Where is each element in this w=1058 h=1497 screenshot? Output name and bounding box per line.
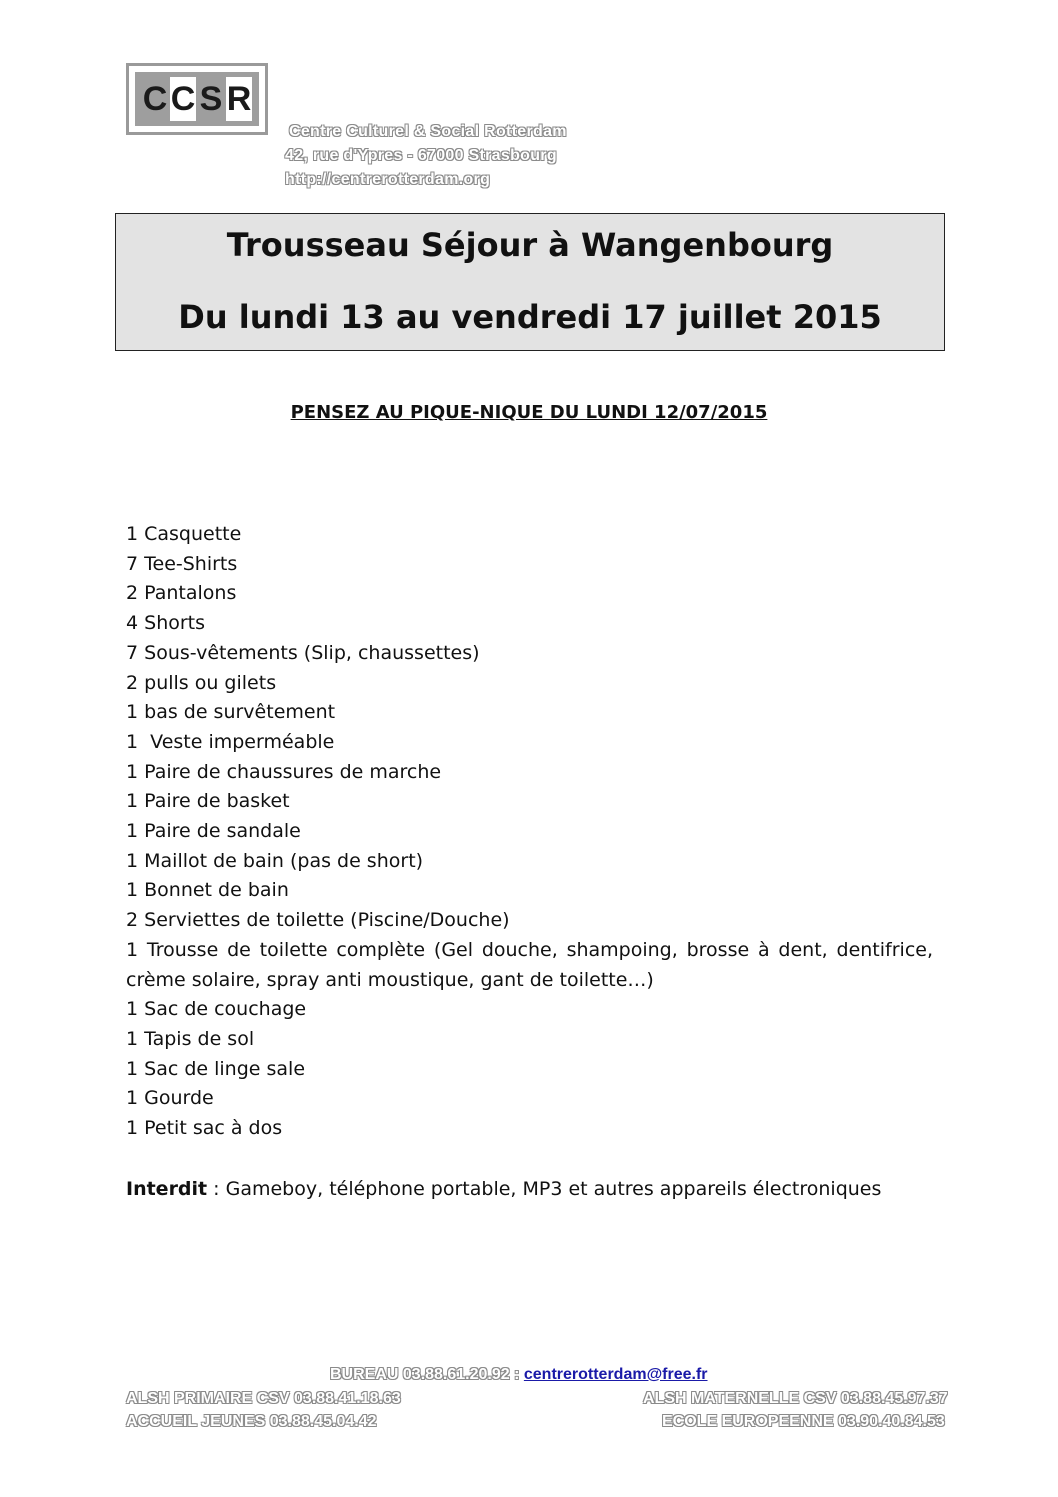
- footer-ecole-europeenne: ECOLE EUROPEENNE 03.90.40.84.53: [662, 1413, 945, 1430]
- logo-letter-c2: C: [170, 77, 196, 121]
- list-item: 1 Paire de chaussures de marche: [126, 760, 442, 783]
- list-item: 1 Casquette: [126, 523, 242, 545]
- packing-list: [126, 520, 933, 1144]
- list-item: 1 Paire de sandale: [126, 820, 301, 843]
- forbidden-text: : Gameboy, téléphone portable, MP3 et autres appareils électroniques: [207, 1178, 882, 1200]
- list-item: 1 Petit sac à dos: [126, 1117, 283, 1140]
- ccsr-logo: [126, 63, 268, 135]
- logo-letters: [135, 72, 259, 126]
- list-item: 1 Bonnet de bain: [126, 879, 289, 902]
- list-item: 1 Veste imperméable: [126, 730, 335, 753]
- list-item: 7 Sous-vêtements (Slip, chaussettes): [126, 641, 480, 664]
- website-url: http://centrerotterdam.org: [285, 171, 491, 188]
- list-item: 2 Serviettes de toilette (Piscine/Douche): [126, 909, 510, 932]
- list-item: 7 Tee-Shirts: [126, 552, 238, 575]
- logo-letter-r: R: [226, 77, 252, 121]
- footer-accueil-jeunes: ACCUEIL JEUNES 03.88.45.04.42: [126, 1413, 377, 1430]
- list-item: 1 Gourde: [126, 1087, 214, 1110]
- footer-alsh-maternelle: ALSH MATERNELLE CSV 03.88.45.97.37: [643, 1390, 948, 1407]
- list-item: 1 Tapis de sol: [126, 1027, 255, 1050]
- footer-alsh-primaire: ALSH PRIMAIRE CSV 03.88.41.18.63: [126, 1390, 401, 1407]
- forbidden-label: Interdit: [126, 1178, 208, 1200]
- list-item: 2 pulls ou gilets: [126, 671, 277, 694]
- list-item: 1 bas de survêtement: [126, 701, 336, 724]
- organization-address: [285, 120, 567, 192]
- title-box: [115, 213, 945, 351]
- document-title: Trousseau Séjour à Wangenbourg: [226, 226, 834, 264]
- forbidden-notice: [126, 1175, 881, 1203]
- list-item: 2 Pantalons: [126, 582, 237, 605]
- street-address: 42, rue d'Ypres - 67000 Strasbourg: [285, 147, 557, 164]
- list-item: 1 Paire de basket: [126, 790, 290, 813]
- logo-letter-s: S: [199, 80, 223, 118]
- list-item: 1 Sac de linge sale: [126, 1057, 306, 1080]
- picnic-notice: PENSEZ AU PIQUE-NIQUE DU LUNDI 12/07/2015: [290, 402, 768, 423]
- list-item: 4 Shorts: [126, 612, 206, 635]
- list-item: 1 Maillot de bain (pas de short): [126, 849, 424, 872]
- organization-name: Centre Culturel & Social Rotterdam: [289, 123, 567, 140]
- footer-office-line: [330, 1364, 708, 1386]
- office-phone: BUREAU 03.88.61.20.92 :: [330, 1366, 524, 1383]
- list-item: 1 Trousse de toilette complète (Gel douche, shampoing, brosse à dent, dentifrice, crème solaire, spray anti moustique, gant de toilette…): [126, 938, 933, 991]
- logo-letter-c1: C: [142, 80, 168, 118]
- email-link[interactable]: centrerotterdam@free.fr: [523, 1366, 708, 1383]
- document-dates: Du lundi 13 au vendredi 17 juillet 2015: [178, 298, 882, 336]
- list-item: 1 Sac de couchage: [126, 998, 307, 1021]
